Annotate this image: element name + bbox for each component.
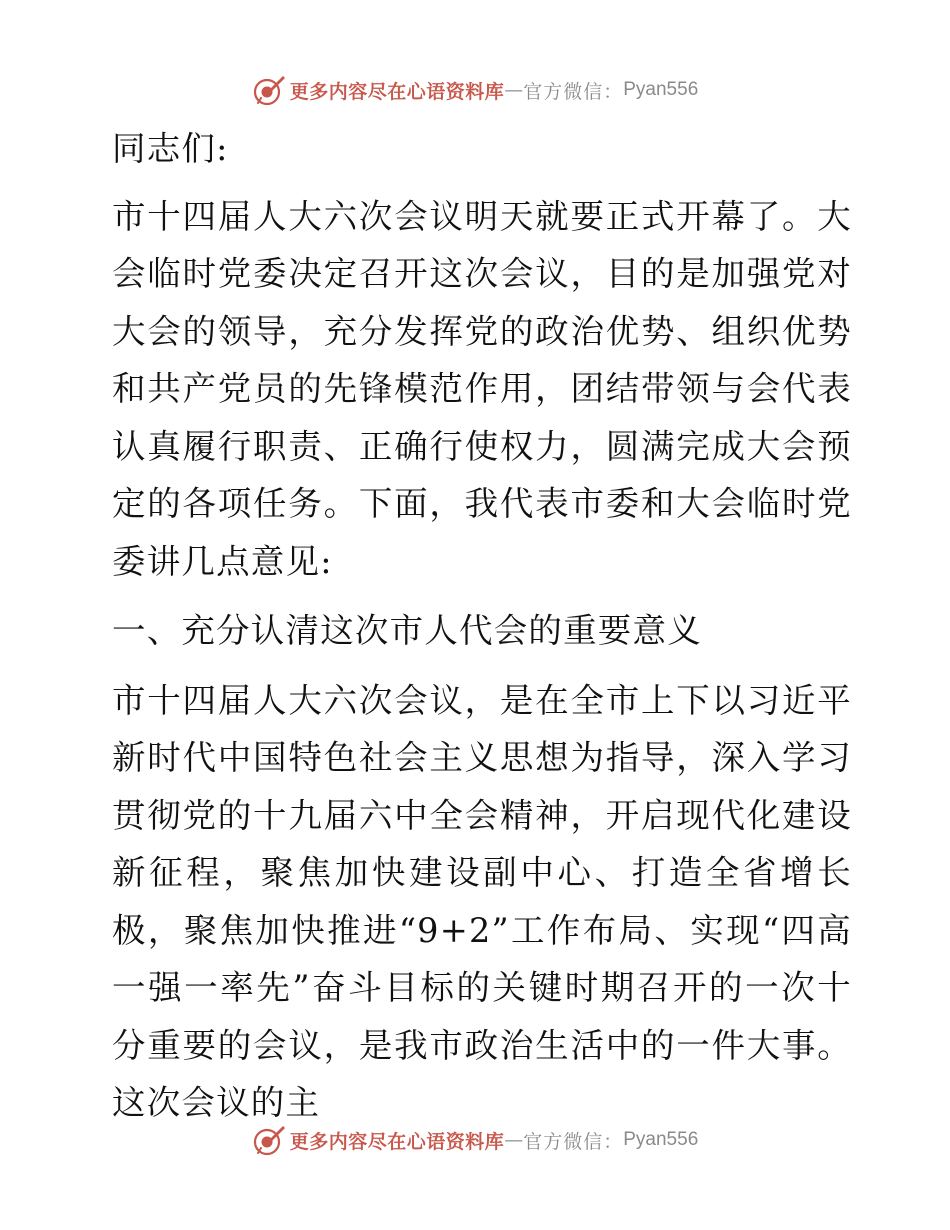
quill-pen-logo-icon — [252, 73, 286, 107]
banner-dash: — — [504, 79, 524, 101]
banner-dash: — — [504, 1129, 524, 1151]
banner-wechat-label: 官方微信： — [523, 1130, 624, 1153]
banner-library-text: 更多内容尽在心语资料库 — [289, 80, 505, 103]
document-body — [96, 120, 852, 1132]
paragraph-intro: 市十四届人大六次会议明天就要正式开幕了。大会临时党委决定召开这次会议，目的是加强党对大会的领导，充分发挥党的政治优势、组织优势和共产党员的先锋模范作用，团结带领与会代表认真履行职责、正确行使权力，圆满完成大会预定的各项任务。下面，我代表市委和大会临时党委讲几点意见: — [112, 196, 852, 581]
banner-wechat-label: 官方微信： — [523, 80, 624, 103]
header-watermark-banner — [0, 70, 950, 110]
salutation: 同志们: — [112, 129, 229, 168]
paragraph-section-1: 市十四届人大六次会议，是在全市上下以习近平新时代中国特色社会主义思想为指导，深入学习贯彻党的十九届六中全会精神，开启现代化建设新征程，聚焦加快建设副中心、打造全省增长极，聚焦加快推进“9+2”工作布局、实现“四高一强一率先”奋斗目标的关键时期召开的一次十分重要的会议，是我市政治生活中的一件大事。这次会议的主 — [112, 680, 852, 1122]
banner-wechat-id: Pyan556 — [623, 1129, 699, 1150]
section-heading-1: 一、充分认清这次市人代会的重要意义 — [112, 611, 702, 650]
footer-watermark-banner — [0, 1120, 950, 1160]
banner-library-text: 更多内容尽在心语资料库 — [289, 1130, 505, 1153]
quill-pen-logo-icon — [252, 1123, 286, 1157]
banner-wechat-id: Pyan556 — [623, 79, 699, 100]
